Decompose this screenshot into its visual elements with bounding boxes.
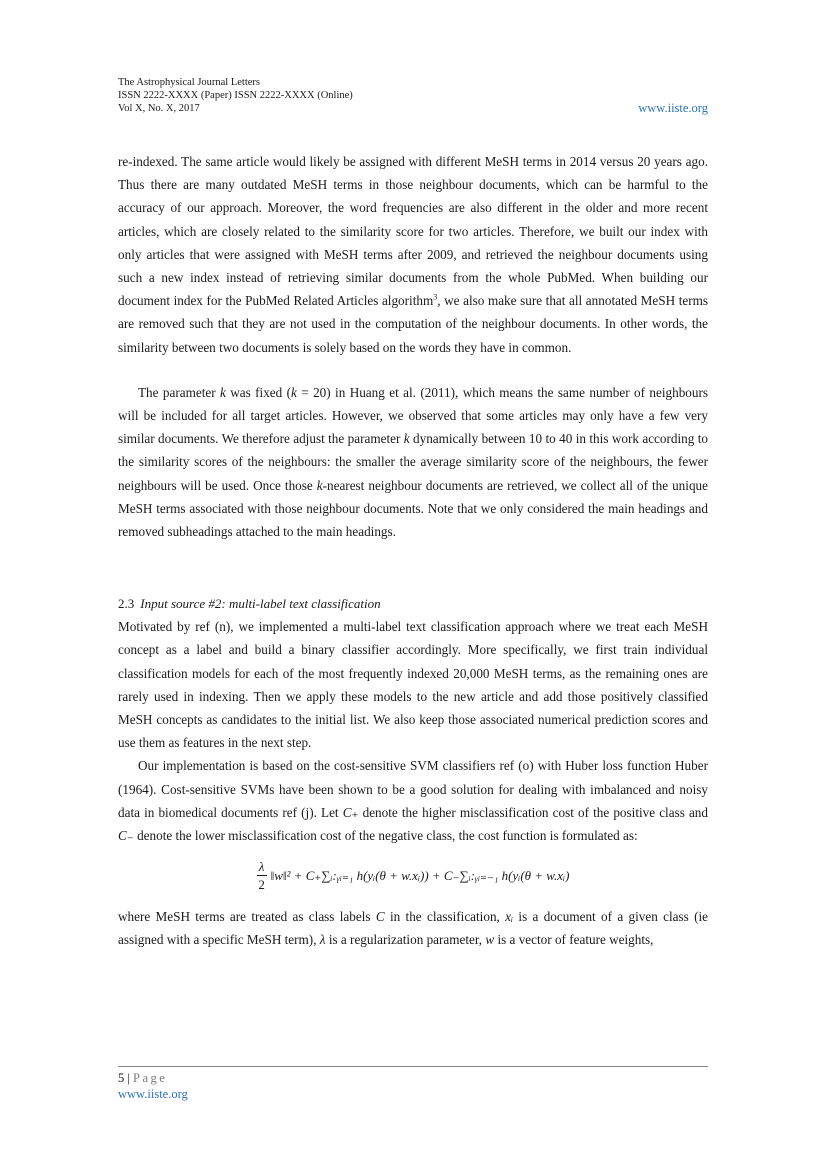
main-text xyxy=(118,150,708,952)
volume-line: Vol X, No. X, 2017 xyxy=(118,103,200,114)
issn-line: ISSN 2222-XXXX (Paper) ISSN 2222-XXXX (Online) xyxy=(118,90,353,101)
cost-function-formula xyxy=(118,853,708,897)
footer-url-link[interactable]: www.iiste.org xyxy=(118,1087,188,1101)
page-header xyxy=(118,76,708,115)
page-footer xyxy=(118,1070,188,1102)
formula-body: ‖w‖² + C₊∑ᵢ:ᵧᵢ₌₁ h(yᵢ(θ + w.xᵢ)) + C₋∑ᵢ:ᵧᵢ₌₋₁ h(yᵢ(θ + w.xᵢ) xyxy=(270,867,570,883)
paragraph-5: where MeSH terms are treated as class labels C in the classification, xᵢ is a document of a given class (ie assigned with a specific MeSH term), λ is a regularization parameter, w is a vector of feature weights, xyxy=(118,909,708,948)
footnote-ref[interactable]: 3 xyxy=(433,292,438,302)
page-indicator: 5 | Page xyxy=(118,1071,168,1085)
paragraph-2: The parameter k was fixed (k = 20) in Huang et al. (2011), which means the same number of neighbours will be included for all target articles. However, we observed that some articles may only have a few very similar documents. We therefore adjust the parameter k dynamically between 10 to 40 in this work according to the similarity scores of the neighbours: the smaller the average similarity score of the neighbours, the fewer neighbours will be used. Once those k-nearest neighbour documents are retrieved, we collect all of the unique MeSH terms associated with those neighbour documents. Note that we only considered the main headings and removed subheadings attached to the main headings. xyxy=(118,384,709,540)
section-title: Input source #2: multi-label text classification xyxy=(140,596,381,612)
paragraph-3: Motivated by ref (n), we implemented a multi-label text classification approach where we treat each MeSH concept as a label and build a binary classifier accordingly. More specifically, we first train individual classification models for each of the most frequently indexed 20,000 MeSH terms, as the remaining ones are rarely used in indexing. Then we apply these models to the new article and add those positively classified MeSH concepts as candidates to the initial list. We also keep those associated numerical prediction scores and use them as features in the next step. xyxy=(118,619,708,751)
page-number: 5 xyxy=(118,1071,125,1085)
section-number: 2.3 xyxy=(118,596,135,612)
header-url-link[interactable]: www.iiste.org xyxy=(638,101,708,115)
section-heading xyxy=(118,593,708,615)
journal-title: The Astrophysical Journal Letters xyxy=(118,77,261,88)
formula-fraction: $\frac{\lambda}{2}$ xyxy=(258,858,265,892)
page-word: Page xyxy=(133,1071,168,1085)
paragraph-4: Our implementation is based on the cost-sensitive SVM classifiers ref (o) with Huber loss function Huber (1964). Cost-sensitive SVMs have been shown to be a good solution for dealing with imbalanced and noisy data in biomedical documents ref (j). Let C₊ denote the higher misclassification cost of the positive class and C₋ denote the lower misclassification cost of the negative class, the cost function is formulated as: xyxy=(118,758,708,844)
paragraph-1: re-indexed. The same article would likely be assigned with different MeSH terms in 2014 versus 20 years ago. Thus there are many outdated MeSH terms in those neighbour documents, which can be harmful to the accuracy of our approach. Moreover, the word frequencies are also different in the older and more recent articles, which are closely related to the similarity score for two articles. Therefore, we built our index with only articles that were assigned with MeSH terms after 2009, and retrieved the neighbour documents using such a new index instead of retrieving similar documents from the whole PubMed. When building our document index for the PubMed Related Articles algorithm$^3$, we also make sure that all annotated MeSH terms are removed such that they are not used in the computation of the neighbour documents. In other words, the similarity between two documents is solely based on the words they have in common. xyxy=(118,154,708,355)
footer-divider xyxy=(118,1066,708,1067)
